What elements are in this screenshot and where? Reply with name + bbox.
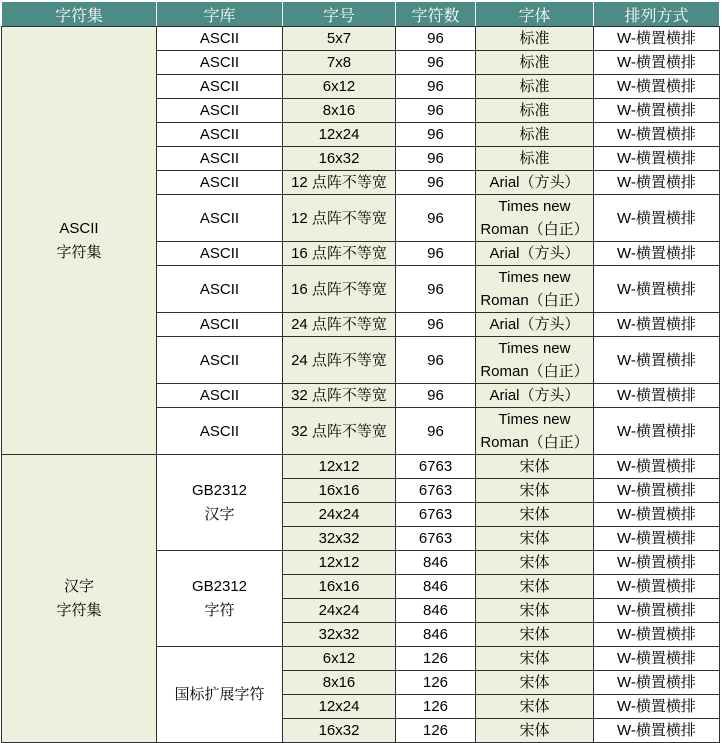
char-count-cell: 126 [396,695,476,719]
cell-line: 汉字 [204,505,235,523]
font-library-cell: ASCII [157,266,283,313]
font-face-cell [476,337,594,384]
layout-cell: W-横置横排 [594,551,720,575]
font-face-cell [476,455,594,479]
cell-line: Arial（方头） [489,174,580,191]
cell-line: 宋体 [519,530,550,547]
char-count-cell: 96 [396,75,476,99]
font-size-cell: 32 点阵不等宽 [283,384,396,408]
layout-cell: W-横置横排 [594,695,720,719]
layout-cell: W-横置横排 [594,575,720,599]
cell-line: Roman（白正） [480,434,589,451]
table-row [2,27,720,51]
layout-cell: W-横置横排 [594,266,720,313]
cell-line: 宋体 [519,458,550,475]
cell-line: 宋体 [519,722,550,739]
font-size-cell: 12x12 [283,551,396,575]
charset-group-cell [2,27,157,455]
font-face-cell [476,147,594,171]
layout-cell: W-横置横排 [594,27,720,51]
font-library-group-cell [157,455,283,551]
char-count-cell: 96 [396,123,476,147]
font-face-cell [476,195,594,242]
font-size-cell: 24 点阵不等宽 [283,337,396,384]
layout-cell: W-横置横排 [594,408,720,455]
font-size-cell: 12x24 [283,695,396,719]
cell-line: ASCII [59,219,99,237]
font-size-cell: 12 点阵不等宽 [283,171,396,195]
font-face-cell [476,123,594,147]
font-library-group-cell [157,551,283,647]
layout-cell: W-横置横排 [594,647,720,671]
header-charset: 字符集 [2,2,157,27]
char-count-cell: 846 [396,551,476,575]
char-count-cell: 96 [396,51,476,75]
font-library-group-cell [157,647,283,743]
table-row [2,455,720,479]
layout-cell: W-横置横排 [594,623,720,647]
font-library-cell: ASCII [157,75,283,99]
font-library-cell: ASCII [157,384,283,408]
font-library-cell: ASCII [157,171,283,195]
font-library-cell: ASCII [157,337,283,384]
font-face-cell [476,527,594,551]
char-count-cell: 96 [396,266,476,313]
cell-line: Roman（白正） [480,221,589,238]
font-size-cell: 16x32 [283,147,396,171]
font-face-cell [476,599,594,623]
font-library-cell: ASCII [157,408,283,455]
header-font-size: 字号 [283,2,396,27]
cell-line: 字符集 [56,243,102,261]
cell-line: GB2312 [191,481,248,499]
font-face-cell [476,51,594,75]
font-face-cell [476,623,594,647]
font-spec-table [1,1,720,743]
cell-line: 字符 [204,601,235,619]
layout-cell: W-横置横排 [594,51,720,75]
font-face-cell [476,479,594,503]
cell-line: Roman（白正） [480,363,589,380]
font-face-cell [476,171,594,195]
font-library-cell: ASCII [157,195,283,242]
cell-line: 标准 [519,102,550,119]
char-count-cell: 96 [396,147,476,171]
cell-line: GB2312 [191,577,248,595]
char-count-cell: 846 [396,623,476,647]
font-size-cell: 32 点阵不等宽 [283,408,396,455]
font-library-cell: ASCII [157,242,283,266]
char-count-cell: 96 [396,408,476,455]
font-library-cell: ASCII [157,123,283,147]
cell-line: Times new [498,198,571,215]
cell-line: 宋体 [519,482,550,499]
cell-line: 宋体 [519,674,550,691]
cell-line: 宋体 [519,602,550,619]
font-size-cell: 5x7 [283,27,396,51]
layout-cell: W-横置横排 [594,147,720,171]
font-face-cell [476,647,594,671]
cell-line: Times new [498,411,571,428]
font-face-cell [476,313,594,337]
char-count-cell: 126 [396,671,476,695]
cell-line: Roman（白正） [480,292,589,309]
char-count-cell: 6763 [396,455,476,479]
font-library-cell: ASCII [157,99,283,123]
cell-line: 字符集 [56,601,102,619]
font-size-cell: 16 点阵不等宽 [283,266,396,313]
cell-line: 宋体 [519,554,550,571]
header-row [2,2,720,27]
cell-line: Arial（方头） [489,316,580,333]
cell-line: Times new [498,269,571,286]
char-count-cell: 6763 [396,527,476,551]
font-size-cell: 8x16 [283,671,396,695]
char-count-cell: 96 [396,384,476,408]
layout-cell: W-横置横排 [594,99,720,123]
font-size-cell: 24x24 [283,599,396,623]
font-face-cell [476,266,594,313]
cell-line: 标准 [519,126,550,143]
layout-cell: W-横置横排 [594,171,720,195]
char-count-cell: 96 [396,313,476,337]
font-size-cell: 16x32 [283,719,396,743]
layout-cell: W-横置横排 [594,123,720,147]
layout-cell: W-横置横排 [594,503,720,527]
char-count-cell: 6763 [396,479,476,503]
font-face-cell [476,551,594,575]
font-size-cell: 8x16 [283,99,396,123]
font-face-cell [476,384,594,408]
font-face-cell [476,719,594,743]
font-size-cell: 24x24 [283,503,396,527]
cell-line: 宋体 [519,578,550,595]
cell-line: 标准 [519,30,550,47]
cell-line: Times new [498,340,571,357]
font-size-cell: 12 点阵不等宽 [283,195,396,242]
font-size-cell: 16x16 [283,479,396,503]
layout-cell: W-横置横排 [594,384,720,408]
layout-cell: W-横置横排 [594,313,720,337]
cell-line: Arial（方头） [489,387,580,404]
char-count-cell: 126 [396,719,476,743]
layout-cell: W-横置横排 [594,75,720,99]
font-size-cell: 6x12 [283,647,396,671]
cell-line: 宋体 [519,650,550,667]
font-library-cell: ASCII [157,27,283,51]
cell-line: 宋体 [519,698,550,715]
font-size-cell: 7x8 [283,51,396,75]
font-size-cell: 32x32 [283,527,396,551]
cell-line: 汉字 [63,577,94,595]
cell-line: 宋体 [519,626,550,643]
cell-line: 标准 [519,150,550,167]
layout-cell: W-横置横排 [594,719,720,743]
char-count-cell: 6763 [396,503,476,527]
header-font-library: 字库 [157,2,283,27]
char-count-cell: 96 [396,99,476,123]
cell-line: 宋体 [519,506,550,523]
font-size-cell: 16x16 [283,575,396,599]
layout-cell: W-横置横排 [594,242,720,266]
font-face-cell [476,75,594,99]
font-size-cell: 6x12 [283,75,396,99]
font-size-cell: 32x32 [283,623,396,647]
char-count-cell: 96 [396,171,476,195]
layout-cell: W-横置横排 [594,337,720,384]
cell-line: 标准 [519,78,550,95]
layout-cell: W-横置横排 [594,527,720,551]
char-count-cell: 126 [396,647,476,671]
font-face-cell [476,575,594,599]
char-count-cell: 846 [396,599,476,623]
font-library-cell: ASCII [157,313,283,337]
header-layout: 排列方式 [594,2,720,27]
char-count-cell: 846 [396,575,476,599]
header-font-face: 字体 [476,2,594,27]
header-char-count: 字符数 [396,2,476,27]
cell-line: 标准 [519,54,550,71]
font-size-cell: 24 点阵不等宽 [283,313,396,337]
layout-cell: W-横置横排 [594,195,720,242]
font-face-cell [476,242,594,266]
cell-line: 国标扩展字符 [174,685,265,703]
layout-cell: W-横置横排 [594,599,720,623]
font-face-cell [476,27,594,51]
font-face-cell [476,99,594,123]
charset-group-cell [2,455,157,743]
font-library-cell: ASCII [157,147,283,171]
layout-cell: W-横置横排 [594,671,720,695]
font-size-cell: 12x24 [283,123,396,147]
font-face-cell [476,503,594,527]
char-count-cell: 96 [396,195,476,242]
char-count-cell: 96 [396,27,476,51]
font-library-cell: ASCII [157,51,283,75]
char-count-cell: 96 [396,242,476,266]
font-face-cell [476,408,594,455]
font-size-cell: 12x12 [283,455,396,479]
font-face-cell [476,695,594,719]
font-face-cell [476,671,594,695]
char-count-cell: 96 [396,337,476,384]
layout-cell: W-横置横排 [594,479,720,503]
cell-line: Arial（方头） [489,245,580,262]
font-size-cell: 16 点阵不等宽 [283,242,396,266]
layout-cell: W-横置横排 [594,455,720,479]
